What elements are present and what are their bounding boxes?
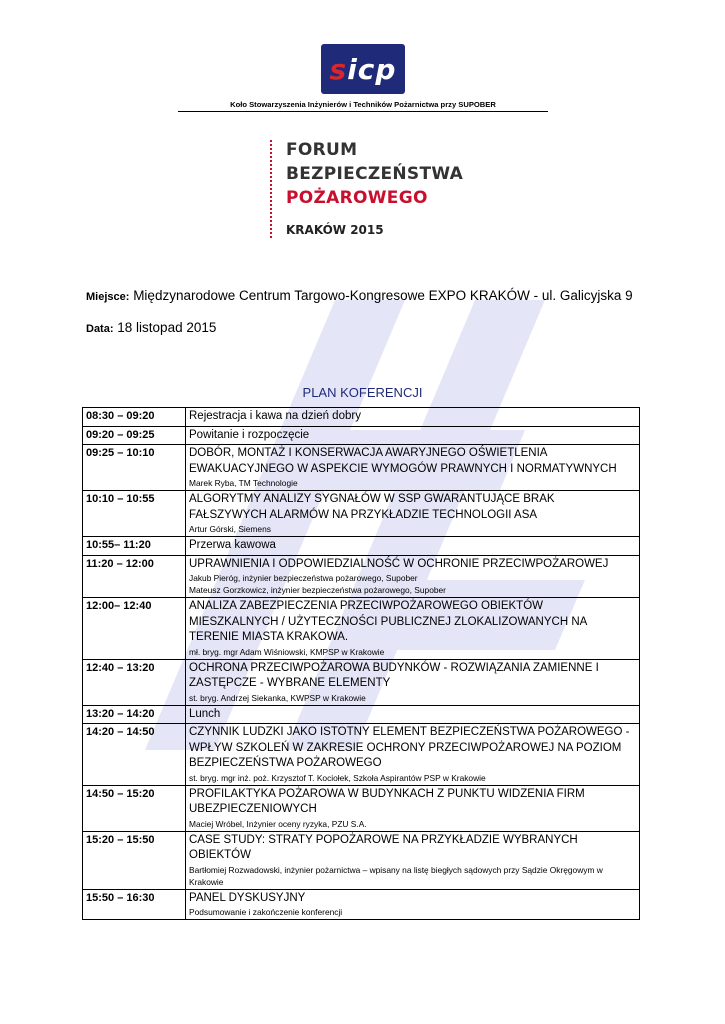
agenda-title: Rejestracja i kawa na dzień dobry bbox=[189, 410, 361, 422]
agenda-title: DOBÓR, MONTAŻ I KONSERWACJA AWARYJNEGO OŚWIETLENIA EWAKUACYJNEGO W ASPEKCIE WYMOGÓW PRAWNYCH I NORMATYWNYCH bbox=[189, 447, 617, 475]
agenda-time: 09:25 – 10:10 bbox=[83, 445, 186, 491]
forum-logo-bar bbox=[270, 140, 274, 238]
place-value: Międzynarodowe Centrum Targowo-Kongresowe EXPO KRAKÓW - ul. Galicyjska 9 bbox=[133, 288, 633, 303]
sitp-logo bbox=[321, 44, 405, 94]
agenda-row bbox=[83, 408, 640, 427]
agenda-title: Powitanie i rozpoczęcie bbox=[189, 428, 310, 441]
agenda-speaker: Artur Górski, Siemens bbox=[189, 524, 271, 534]
agenda-time: 10:55– 11:20 bbox=[83, 537, 186, 556]
agenda-description bbox=[186, 445, 640, 491]
agenda-speaker: st. bryg. Andrzej Siekanka, KWPSP w Krakowie bbox=[189, 692, 366, 703]
agenda-description bbox=[186, 426, 640, 445]
agenda-speaker: mł. bryg. mgr Adam Wiśniowski, KMPSP w Krakowie bbox=[189, 646, 385, 657]
date-line bbox=[86, 320, 216, 335]
agenda-row bbox=[83, 785, 640, 831]
logo-letter-s: s bbox=[329, 52, 348, 86]
agenda-row bbox=[83, 426, 640, 445]
agenda-time: 14:50 – 15:20 bbox=[83, 785, 186, 831]
agenda-row bbox=[83, 831, 640, 889]
agenda-speaker: Mateusz Gorzkowicz, inżynier bezpieczeństwa pożarowego, Supober bbox=[189, 585, 446, 595]
agenda-title: PROFILAKTYKA POŻAROWA W BUDYNKACH Z PUNKTU WIDZENIA FIRM UBEZPIECZENIOWYCH bbox=[189, 787, 585, 815]
place-line bbox=[86, 288, 633, 303]
agenda-time: 12:40 – 13:20 bbox=[83, 659, 186, 705]
agenda-title: CASE STUDY: STRATY POPOŻAROWE NA PRZYKŁADZIE WYBRANYCH OBIEKTÓW bbox=[189, 833, 578, 861]
agenda-speaker: Jakub Pieróg, inżynier bezpieczeństwa pożarowego, Supober bbox=[189, 573, 418, 583]
agenda-title: PANEL DYSKUSYJNY bbox=[189, 891, 306, 904]
agenda-time: 11:20 – 12:00 bbox=[83, 555, 186, 598]
agenda-speaker: Podsumowanie i zakończenie konferencji bbox=[189, 907, 343, 917]
forum-logo-line3: POŻAROWEGO bbox=[286, 188, 428, 208]
agenda-time: 12:00– 12:40 bbox=[83, 598, 186, 660]
date-value: 18 listopad 2015 bbox=[117, 320, 217, 335]
agenda-title: CZYNNIK LUDZKI JAKO ISTOTNY ELEMENT BEZPIECZEŃSTWA POŻAROWEGO - WPŁYW SZKOLEŃ W ZAKRESIE OCHRONY PRZECIWPOŻAROWEJ NA POZIOM BEZPIECZEŃSTWA POŻAROWEGO bbox=[189, 726, 630, 769]
agenda-description bbox=[186, 831, 640, 889]
agenda-description bbox=[186, 408, 640, 427]
agenda-title: UPRAWNIENIA I ODPOWIEDZIALNOŚĆ W OCHRONIE PRZECIWPOŻAROWEJ bbox=[189, 557, 609, 570]
agenda-time: 10:10 – 10:55 bbox=[83, 491, 186, 537]
agenda-title: Lunch bbox=[189, 707, 221, 720]
agenda-row bbox=[83, 598, 640, 660]
agenda-description bbox=[186, 889, 640, 920]
agenda-time: 09:20 – 09:25 bbox=[83, 426, 186, 445]
agenda-speaker: Bartłomiej Rozwadowski, inżynier pożarnictwa – wpisany na listę biegłych sądowych przy Sądzie Okręgowym w Krakowie bbox=[189, 864, 603, 887]
agenda-title: Przerwa kawowa bbox=[189, 539, 276, 551]
header-divider bbox=[178, 111, 548, 112]
agenda-description bbox=[186, 659, 640, 705]
agenda-description bbox=[186, 705, 640, 724]
agenda-row bbox=[83, 445, 640, 491]
agenda-title: OCHRONA PRZECIWPOŻAROWA BUDYNKÓW - ROZWIĄZANIA ZAMIENNE I ZASTĘPCZE - WYBRANE ELEMENTY bbox=[189, 661, 599, 689]
agenda-description bbox=[186, 555, 640, 598]
agenda-description bbox=[186, 598, 640, 660]
place-label: Miejsce: bbox=[86, 291, 130, 303]
agenda-time: 15:50 – 16:30 bbox=[83, 889, 186, 920]
agenda-description bbox=[186, 785, 640, 831]
forum-logo-line1: FORUM bbox=[286, 140, 358, 160]
agenda-speaker: Maciej Wróbel, Inżynier oceny ryzyka, PZU S.A. bbox=[189, 818, 367, 829]
forum-logo-city: KRAKÓW 2015 bbox=[286, 223, 384, 237]
agenda-row bbox=[83, 659, 640, 705]
agenda-row bbox=[83, 705, 640, 724]
logo-letters: icp bbox=[347, 52, 397, 86]
agenda-title: ANALIZA ZABEZPIECZENIA PRZECIWPOŻAROWEGO OBIEKTÓW MIESZKALNYCH / UŻYTECZNOŚCI PUBLICZNEJ ZLOKALIZOWANYCH NA TERENIE MIASTA KRAKOWA. bbox=[189, 600, 587, 643]
agenda-row bbox=[83, 537, 640, 556]
agenda-description bbox=[186, 537, 640, 556]
date-label: Data: bbox=[86, 323, 114, 335]
forum-logo-line2: BEZPIECZEŃSTWA bbox=[286, 164, 464, 184]
agenda-table bbox=[82, 407, 640, 920]
agenda-row bbox=[83, 724, 640, 786]
agenda-time: 15:20 – 15:50 bbox=[83, 831, 186, 889]
agenda-row bbox=[83, 555, 640, 598]
agenda-speaker: Marek Ryba, TM Technologie bbox=[189, 478, 298, 488]
agenda-description bbox=[186, 491, 640, 537]
agenda-title: ALGORYTMY ANALIZY SYGNAŁÓW W SSP GWARANTUJĄCE BRAK FAŁSZYWYCH ALARMÓW NA PRZYKŁADZIE TECHNOLOGII ASA bbox=[189, 493, 555, 521]
agenda-speaker: st. bryg. mgr inż. poż. Krzysztof T. Kociołek, Szkoła Aspirantów PSP w Krakowie bbox=[189, 772, 486, 783]
agenda-time: 08:30 – 09:20 bbox=[83, 408, 186, 427]
plan-title: PLAN KOFERENCJI bbox=[302, 385, 423, 400]
agenda-row bbox=[83, 889, 640, 920]
organization-name: Koło Stowarzyszenia Inżynierów i Techników Pożarnictwa przy SUPOBER bbox=[230, 100, 496, 109]
agenda-time: 13:20 – 14:20 bbox=[83, 705, 186, 724]
agenda-row bbox=[83, 491, 640, 537]
agenda-time: 14:20 – 14:50 bbox=[83, 724, 186, 786]
agenda-description bbox=[186, 724, 640, 786]
